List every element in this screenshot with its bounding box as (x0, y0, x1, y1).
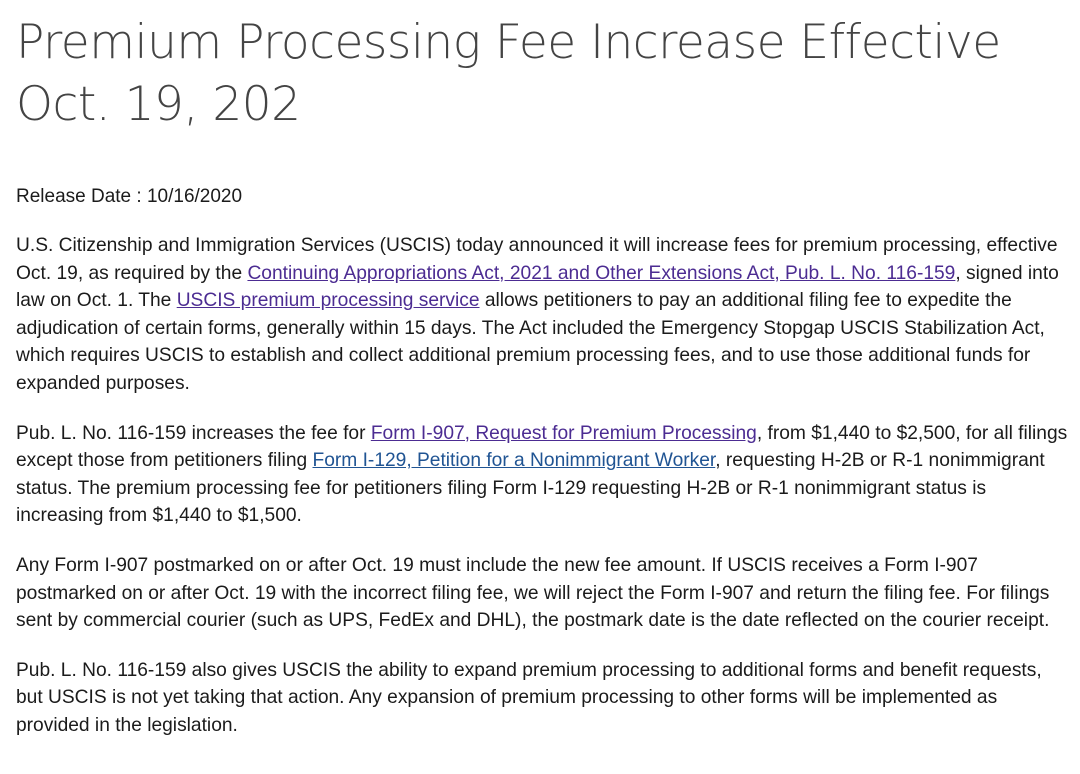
page-title: Premium Processing Fee Increase Effective Oct. 19, 202 (16, 15, 1001, 132)
appropriations-act-link[interactable]: Continuing Appropriations Act, 2021 and Other Extensions Act, Pub. L. No. 116-159 (247, 262, 956, 284)
paragraph-announcement (16, 232, 1068, 398)
form-i129-link[interactable]: Form I-129, Petition for a Nonimmigrant Worker (312, 450, 716, 472)
release-date-value: 10/16/2020 (146, 186, 243, 207)
paragraph-text: , requesting H-2B or R-1 nonimmigrant status. The premium processing fee for petitioners filing Form I-129 requesting H-2B or R-1 nonimmigrant status is increasing from $1,440 to $1,500. (16, 450, 1045, 527)
paragraph-postmark: Any Form I-907 postmarked on or after Oct. 19 must include the new fee amount. If USCIS receives a Form I-907 postmarked on or after Oct. 19 with the incorrect filing fee, we will reject the Form I-907 and return the filing fee. For filings sent by commercial courier (such as UPS, FedEx and DHL), the postmark date is the date reflected on the courier receipt. (16, 554, 1050, 632)
paragraph-expansion: Pub. L. No. 116-159 also gives USCIS the ability to expand premium processing to additional forms and benefit requests, but USCIS is not yet taking that action. Any expansion of premium processing to other forms will be implemented as provided in the legislation. (16, 659, 1042, 736)
paragraph-fee-increase (16, 420, 1068, 530)
form-i907-link[interactable]: Form I-907, Request for Premium Processing (370, 422, 757, 444)
paragraph-text: , signed into law on Oct. 1. The (16, 262, 1059, 312)
paragraph-text: , from $1,440 to $2,500, for all filings except those from petitioners filing (16, 422, 1068, 472)
paragraph-text: U.S. Citizenship and Immigration Services (USCIS) today announced it will increase fees for premium processing, effective Oct. 19, as required by the (16, 235, 1058, 284)
release-date-label: Release Date : (16, 186, 142, 207)
release-date (16, 184, 1068, 210)
paragraph-text: Pub. L. No. 116-159 increases the fee for (16, 422, 371, 444)
premium-processing-service-link[interactable]: USCIS premium processing service (176, 290, 480, 312)
paragraph-text: allows petitioners to pay an additional filing fee to expedite the adjudication of certain forms, generally within 15 days. The Act included the Emergency Stopgap USCIS Stabilization Act, which requires USCIS to establish and collect additional premium processing fees, and to use those additional funds for expanded purposes. (16, 290, 1045, 394)
article (16, 0, 1068, 740)
